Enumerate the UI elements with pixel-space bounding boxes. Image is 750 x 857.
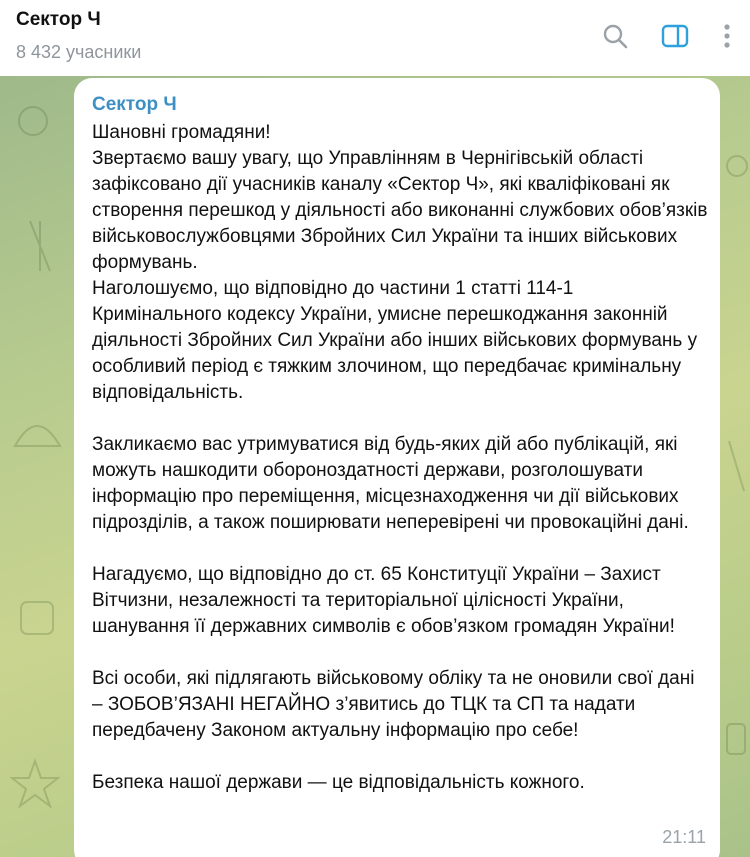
chat-background <box>0 76 750 857</box>
doodle-icon <box>20 216 60 276</box>
message-paragraph: Звертаємо вашу увагу, що Управлінням в Чернігівській області зафіксовано дії учасників каналу «Сектор Ч», які кваліфіковані як створення перешкод у діяльності або виконанні службових обов’язків військовослужбовцями Збройних Сил України та інших військових формувань. <box>92 148 708 273</box>
message-paragraph: Наголошуємо, що відповідно до частини 1 статті 114-1 Кримінального кодексу України, умисне перешкоджання законній діяльності Збройних Сил України або інших військових формувань у особливий період є тяжким злочином, що передбачає кримінальну відповідальність. <box>92 278 698 403</box>
doodle-icon <box>724 436 750 496</box>
doodle-icon <box>15 596 60 641</box>
message-paragraph: Безпека нашої держави — це відповідальність кожного. <box>92 772 585 793</box>
more-vertical-icon[interactable] <box>713 22 741 50</box>
message-bubble[interactable] <box>74 78 720 857</box>
doodle-icon <box>8 756 63 811</box>
message-text <box>92 120 708 796</box>
doodle-icon <box>724 716 750 766</box>
message-time: 21:11 <box>662 827 706 847</box>
doodle-icon <box>724 136 750 196</box>
member-count: 8 432 учасники <box>16 42 142 62</box>
message-paragraph: Закликаємо вас утримуватися від будь-яких дій або публікацій, які можуть нашкодити обороноздатності держави, розголошувати інформацію про переміщення, місцезнаходження чи дії військових підрозділів, а також поширювати неперевірені чи провокаційні дані. <box>92 434 689 533</box>
message-paragraph: Нагадуємо, що відповідно до ст. 65 Конституції України – Захист Вітчизни, незалежності та територіальної цілісності України, шанування її державних символів є обов’язком громадян України! <box>92 564 675 637</box>
message-paragraph: Всі особи, які підлягають військовому обліку та не оновили свої дані – ЗОБОВ’ЯЗАНІ НЕГАЙНО з’явитись до ТЦК та СП та надати передбачену Законом актуальну інформацію про себе! <box>92 668 695 741</box>
message-paragraph: Шановні громадяни! <box>92 122 271 143</box>
doodle-icon <box>8 96 58 146</box>
side-panel-icon[interactable] <box>661 22 689 50</box>
channel-title[interactable]: Сектор Ч <box>16 9 101 30</box>
doodle-icon <box>10 406 65 451</box>
chat-header <box>0 0 750 76</box>
message-sender[interactable]: Сектор Ч <box>92 94 177 115</box>
search-icon[interactable] <box>601 22 629 50</box>
